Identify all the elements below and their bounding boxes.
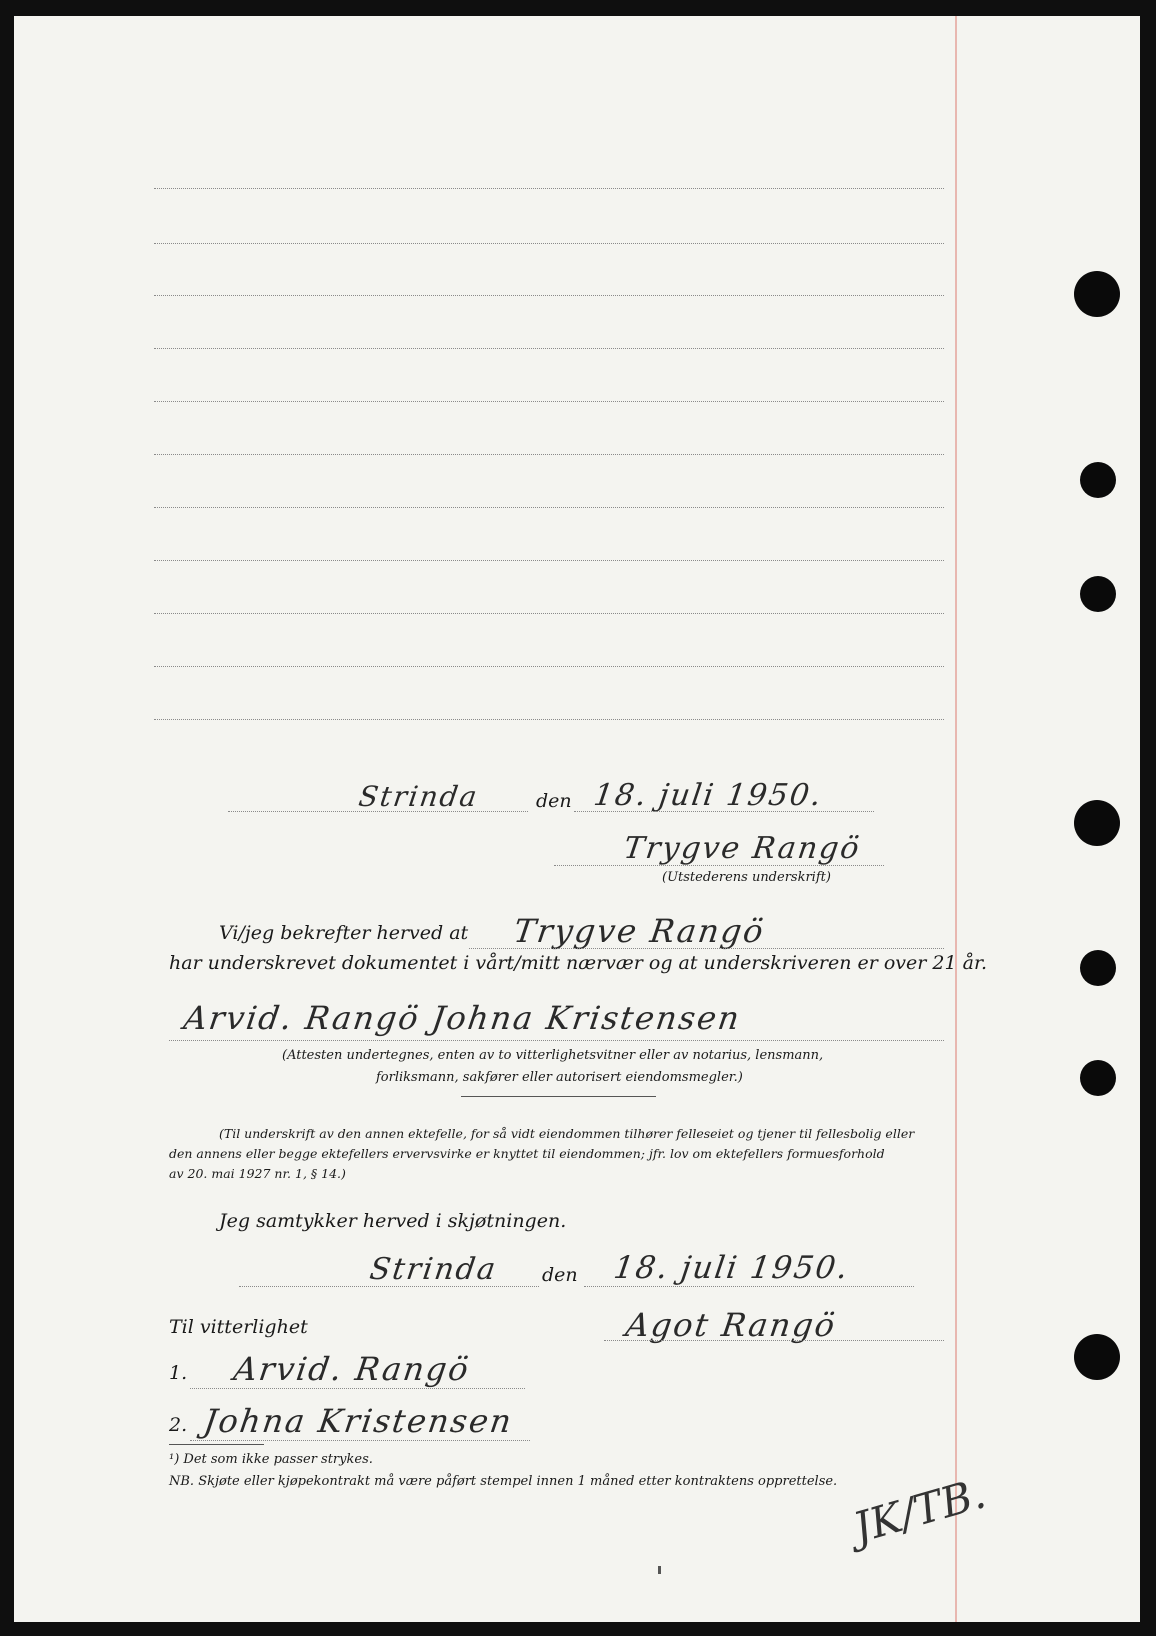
certification-note-line2: forliksmann, sakfører eller autorisert eiendomsmegler.) (376, 1070, 743, 1085)
punch-hole-icon (1080, 576, 1116, 612)
spouse-note-line1: (Til underskrift av den annen ektefelle, for så vidt eiendommen tilhører felleseiet og tjener til fellesbolig eller (219, 1126, 915, 1141)
punch-hole-icon (1080, 950, 1116, 986)
date-handwritten: 18. juli 1950. (591, 778, 825, 813)
issuer-caption: (Utstederens underskrift) (662, 870, 831, 885)
certification-witness-line (169, 1040, 944, 1041)
date-handwritten-2: 18. juli 1950. (611, 1250, 852, 1286)
place-handwritten: Strinda (356, 780, 481, 813)
date-line (574, 811, 874, 812)
certified-person-line (469, 948, 944, 949)
spouse-signature-line (604, 1340, 944, 1341)
speck (658, 1566, 661, 1574)
witness-line-1 (190, 1388, 525, 1389)
consent-text: Jeg samtykker herved i skjøtningen. (219, 1210, 567, 1232)
blank-dotted-line (154, 348, 944, 349)
witness-number-1: 1. (169, 1362, 188, 1384)
blank-dotted-line (154, 666, 944, 667)
certification-note-line1: (Attesten undertegnes, enten av to vitterlighetsvitner eller av notarius, lensmann, (282, 1048, 824, 1063)
margin-initials-handwritten: JK/TB. (847, 1468, 991, 1553)
blank-dotted-line (154, 401, 944, 402)
issuer-signature: Trygve Rangö (621, 831, 863, 866)
footnote-line2: NB. Skjøte eller kjøpekontrakt må være påført stempel innen 1 måned etter kontraktens opprettelse. (169, 1474, 838, 1489)
punch-hole-icon (1074, 800, 1120, 846)
certification-prefix: Vi/jeg bekrefter herved at (219, 922, 469, 944)
witness-signature-2: Johna Kristensen (201, 1402, 516, 1440)
place-handwritten-2: Strinda (367, 1252, 500, 1287)
footnote-rule (169, 1444, 264, 1445)
document-page (14, 16, 1140, 1622)
punch-hole-icon (1074, 1334, 1120, 1380)
punch-hole-icon (1080, 462, 1116, 498)
blank-dotted-line (154, 613, 944, 614)
witness-signature-1: Arvid. Rangö (231, 1350, 473, 1388)
blank-dotted-line (154, 454, 944, 455)
witness-label: Til vitterlighet (169, 1316, 308, 1338)
spouse-note-line3: av 20. mai 1927 nr. 1, § 14.) (169, 1166, 346, 1181)
footnote-line1: ¹) Det som ikke passer strykes. (169, 1452, 373, 1467)
place-line (228, 811, 528, 812)
certification-witness-signatures: Arvid. Rangö Johna Kristensen (181, 999, 744, 1037)
blank-dotted-line (154, 560, 944, 561)
witness-number-2: 2. (169, 1414, 188, 1436)
blank-dotted-line (154, 719, 944, 720)
punch-hole-icon (1080, 1060, 1116, 1096)
witness-line-2 (190, 1440, 530, 1441)
date-line-2 (584, 1286, 914, 1287)
red-margin-line (955, 16, 957, 1622)
issuer-signature-line (554, 865, 884, 866)
spouse-note-line2: den annens eller begge ektefellers ervervsvirke er knyttet til eiendommen; jfr. lov om ektefellers formuesforhold (169, 1146, 885, 1161)
den-label: den (536, 790, 572, 812)
place-line-2 (239, 1286, 539, 1287)
punch-hole-icon (1074, 271, 1120, 317)
blank-dotted-line (154, 188, 944, 189)
blank-dotted-line (154, 295, 944, 296)
certification-line2: har underskrevet dokumentet i vårt/mitt nærvær og at underskriveren er over 21 år. (169, 952, 987, 974)
den-label-2: den (542, 1264, 578, 1286)
blank-dotted-line (154, 243, 944, 244)
section-divider (461, 1096, 656, 1097)
spouse-signature: Agot Rangö (623, 1306, 839, 1344)
certified-person-signature: Trygve Rangö (511, 912, 768, 950)
blank-dotted-line (154, 507, 944, 508)
